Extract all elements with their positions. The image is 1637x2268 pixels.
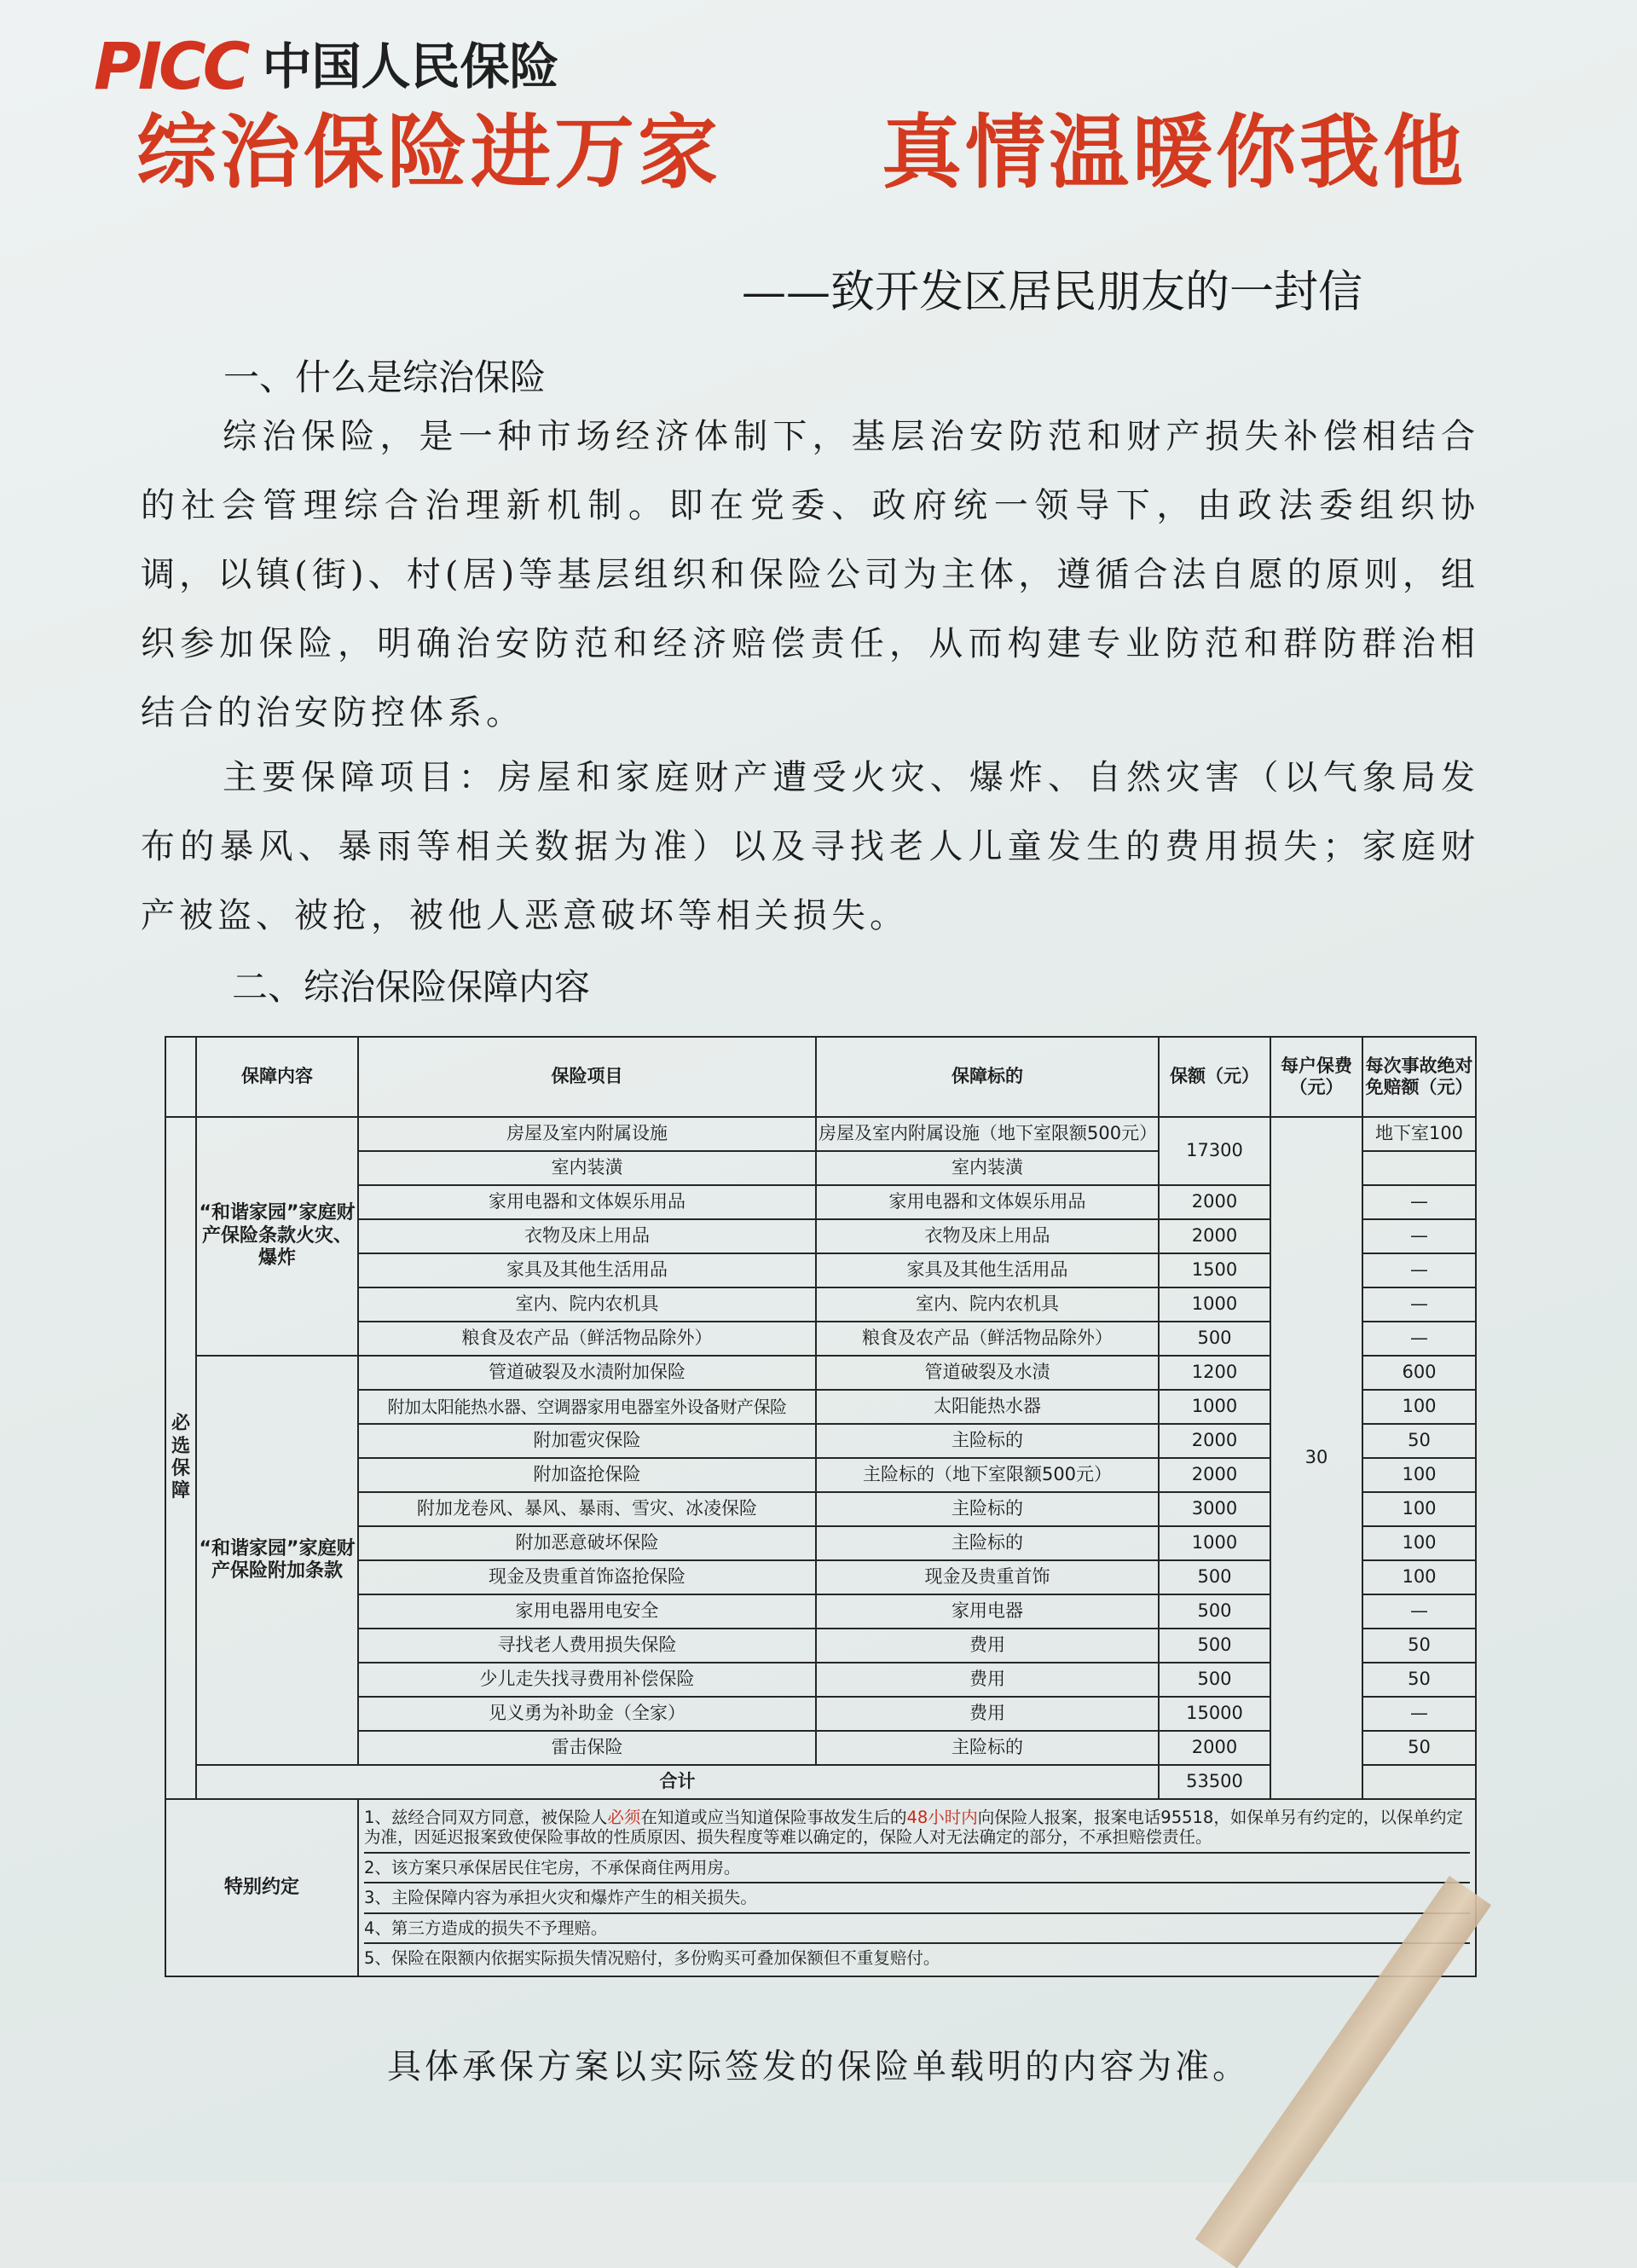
header-amount: 保额（元） bbox=[1159, 1037, 1270, 1117]
row-amount: 2000 bbox=[1159, 1731, 1270, 1765]
row-item: 雷击保险 bbox=[358, 1731, 816, 1765]
row-target: 费用 bbox=[816, 1663, 1159, 1697]
row-item: 房屋及室内附属设施 bbox=[358, 1117, 816, 1151]
row-deductible: 50 bbox=[1362, 1424, 1476, 1458]
row-amount: 1000 bbox=[1159, 1390, 1270, 1424]
row-amount: 2000 bbox=[1159, 1458, 1270, 1492]
special-term-3: 3、主险保障内容为承担火灾和爆炸产生的相关损失。 bbox=[364, 1883, 1470, 1913]
row-item: 粮食及农产品（鲜活物品除外） bbox=[358, 1322, 816, 1356]
header-deductible: 每次事故绝对免赔额（元） bbox=[1362, 1037, 1476, 1117]
row-item: 附加太阳能热水器、空调器家用电器室外设备财产保险 bbox=[358, 1390, 816, 1424]
row-item: 管道破裂及水渍附加保险 bbox=[358, 1356, 816, 1390]
row-item: 室内装潢 bbox=[358, 1151, 816, 1185]
note1-part-c: 在知道或应当知道保险事故发生后的 bbox=[640, 1808, 907, 1827]
row-deductible bbox=[1362, 1151, 1476, 1185]
row-item: 现金及贵重首饰盗抢保险 bbox=[358, 1560, 816, 1594]
row-item: 少儿走失找寻费用补偿保险 bbox=[358, 1663, 816, 1697]
row-item: 见义勇为补助金（全家） bbox=[358, 1697, 816, 1731]
row-deductible: 地下室100 bbox=[1362, 1117, 1476, 1151]
note1-part-a: 1、兹经合同双方同意，被保险人 bbox=[364, 1808, 608, 1827]
row-amount: 1500 bbox=[1159, 1253, 1270, 1287]
row-item: 附加雹灾保险 bbox=[358, 1424, 816, 1458]
row-target: 室内、院内农机具 bbox=[816, 1287, 1159, 1322]
blank-header-cell bbox=[165, 1037, 196, 1117]
special-term-2: 2、该方案只承保居民住宅房，不承保商住两用房。 bbox=[364, 1854, 1470, 1883]
special-term-1 bbox=[364, 1803, 1470, 1854]
row-amount: 1000 bbox=[1159, 1526, 1270, 1560]
row-deductible: 50 bbox=[1362, 1629, 1476, 1663]
row-deductible: 50 bbox=[1362, 1663, 1476, 1697]
row-amount: 2000 bbox=[1159, 1219, 1270, 1253]
row-item: 附加龙卷风、暴风、暴雨、雪灾、冰凌保险 bbox=[358, 1492, 816, 1526]
header-item: 保险项目 bbox=[358, 1037, 816, 1117]
row-deductible: — bbox=[1362, 1253, 1476, 1287]
row-item: 寻找老人费用损失保险 bbox=[358, 1629, 816, 1663]
row-amount: 3000 bbox=[1159, 1492, 1270, 1526]
row-target: 费用 bbox=[816, 1629, 1159, 1663]
special-terms-label: 特别约定 bbox=[165, 1799, 358, 1976]
headline-right: 真情温暖你我他 bbox=[881, 107, 1466, 200]
row-deductible: — bbox=[1362, 1287, 1476, 1322]
row-deductible: 100 bbox=[1362, 1492, 1476, 1526]
row-target: 费用 bbox=[816, 1697, 1159, 1731]
row-target: 太阳能热水器 bbox=[816, 1390, 1159, 1424]
special-terms-notes bbox=[358, 1799, 1476, 1976]
special-terms-row bbox=[165, 1799, 1476, 1976]
row-item: 附加盗抢保险 bbox=[358, 1458, 816, 1492]
header-target: 保障标的 bbox=[816, 1037, 1159, 1117]
row-deductible: 600 bbox=[1362, 1356, 1476, 1390]
row-item: 家用电器和文体娱乐用品 bbox=[358, 1185, 816, 1219]
row-item: 衣物及床上用品 bbox=[358, 1219, 816, 1253]
note1-48-hours: 48小时内 bbox=[906, 1808, 978, 1827]
row-deductible: 100 bbox=[1362, 1560, 1476, 1594]
row-amount: 500 bbox=[1159, 1629, 1270, 1663]
premium-cell: 30 bbox=[1270, 1117, 1362, 1799]
row-amount: 500 bbox=[1159, 1663, 1270, 1697]
section1-paragraph-1: 综治保险，是一种市场经济体制下，基层治安防范和财产损失补偿相结合的社会管理综合治理新机制。即在党委、政府统一领导下，由政法委组织协调，以镇(街)、村(居)等基层组织和保险公司为主体，遵循合法自愿的原则，组织参加保险，明确治安防范和经济赔偿责任，从而构建专业防范和群防群治相结合的治安防控体系。 bbox=[141, 417, 1479, 732]
table-row bbox=[165, 1117, 1476, 1151]
row-target: 主险标的（地下室限额500元） bbox=[816, 1458, 1159, 1492]
row-target: 主险标的 bbox=[816, 1526, 1159, 1560]
picc-logo-mark: PICC bbox=[94, 28, 247, 104]
group-label-addon: “和谐家园”家庭财产保险附加条款 bbox=[196, 1356, 358, 1765]
row-item: 家具及其他生活用品 bbox=[358, 1253, 816, 1287]
row-amount: 1200 bbox=[1159, 1356, 1270, 1390]
picc-logo bbox=[94, 28, 559, 104]
row-amount: 500 bbox=[1159, 1594, 1270, 1629]
row-amount: 1000 bbox=[1159, 1287, 1270, 1322]
row-amount: 17300 bbox=[1159, 1117, 1270, 1185]
row-amount: 15000 bbox=[1159, 1697, 1270, 1731]
row-deductible: 100 bbox=[1362, 1390, 1476, 1424]
section1-paragraph-2: 主要保障项目：房屋和家庭财产遭受火灾、爆炸、自然灾害（以气象局发布的暴风、暴雨等相关数据为准）以及寻找老人儿童发生的费用损失；家庭财产被盗、被抢，被他人恶意破坏等相关损失。 bbox=[141, 758, 1479, 935]
row-target: 主险标的 bbox=[816, 1492, 1159, 1526]
row-target: 现金及贵重首饰 bbox=[816, 1560, 1159, 1594]
coverage-table bbox=[165, 1036, 1477, 1977]
row-target: 家具及其他生活用品 bbox=[816, 1253, 1159, 1287]
total-amount: 53500 bbox=[1159, 1765, 1270, 1799]
footer-note: 具体承保方案以实际签发的保险单载明的内容为准。 bbox=[387, 2047, 1250, 2086]
row-target: 家用电器和文体娱乐用品 bbox=[816, 1185, 1159, 1219]
row-target: 室内装潢 bbox=[816, 1151, 1159, 1185]
row-amount: 2000 bbox=[1159, 1424, 1270, 1458]
row-deductible: — bbox=[1362, 1219, 1476, 1253]
row-deductible: 100 bbox=[1362, 1526, 1476, 1560]
row-item: 家用电器用电安全 bbox=[358, 1594, 816, 1629]
row-target: 主险标的 bbox=[816, 1424, 1159, 1458]
headline-left: 综治保险进万家 bbox=[136, 107, 722, 200]
company-name: 中国人民保险 bbox=[262, 38, 559, 95]
row-amount: 500 bbox=[1159, 1322, 1270, 1356]
row-deductible: 100 bbox=[1362, 1458, 1476, 1492]
row-deductible: — bbox=[1362, 1322, 1476, 1356]
total-label: 合计 bbox=[196, 1765, 1159, 1799]
headline bbox=[136, 107, 1466, 200]
row-target: 衣物及床上用品 bbox=[816, 1219, 1159, 1253]
row-target: 房屋及室内附属设施（地下室限额500元） bbox=[816, 1117, 1159, 1151]
note1-part-e: 向保险人报案，报案电话95518，如保单另有约定的，以保单约定为准，因延迟报案致使保险事故的性质原因、损失程度等难以确定的，保险人对无法确定的部分，不承担赔偿责任。 bbox=[364, 1808, 1463, 1848]
row-deductible: — bbox=[1362, 1697, 1476, 1731]
header-content: 保障内容 bbox=[196, 1037, 358, 1117]
row-target: 主险标的 bbox=[816, 1731, 1159, 1765]
row-target: 管道破裂及水渍 bbox=[816, 1356, 1159, 1390]
row-amount: 2000 bbox=[1159, 1185, 1270, 1219]
section2-heading: 二、综治保险保障内容 bbox=[232, 966, 591, 1008]
row-amount: 500 bbox=[1159, 1560, 1270, 1594]
row-item: 室内、院内农机具 bbox=[358, 1287, 816, 1322]
row-deductible: 50 bbox=[1362, 1731, 1476, 1765]
row-deductible: — bbox=[1362, 1185, 1476, 1219]
subtitle: ——致开发区居民朋友的一封信 bbox=[742, 267, 1363, 318]
group-label-fire: “和谐家园”家庭财产保险条款火灾、爆炸 bbox=[196, 1117, 358, 1356]
row-deductible: — bbox=[1362, 1594, 1476, 1629]
row-item: 附加恶意破坏保险 bbox=[358, 1526, 816, 1560]
header-premium: 每户保费（元） bbox=[1270, 1037, 1362, 1117]
must-coverage-label: 必选保障 bbox=[165, 1117, 196, 1799]
section1-heading: 一、什么是综治保险 bbox=[223, 356, 547, 398]
note1-must: 必须 bbox=[607, 1808, 641, 1827]
total-deductible-blank bbox=[1362, 1765, 1476, 1799]
special-term-5: 5、保险在限额内依据实际损失情况赔付，多份购买可叠加保额但不重复赔付。 bbox=[364, 1947, 940, 1968]
row-target: 粮食及农产品（鲜活物品除外） bbox=[816, 1322, 1159, 1356]
row-target: 家用电器 bbox=[816, 1594, 1159, 1629]
special-term-4: 4、第三方造成的损失不予理赔。 bbox=[364, 1914, 1470, 1944]
table-header-row bbox=[165, 1037, 1476, 1117]
